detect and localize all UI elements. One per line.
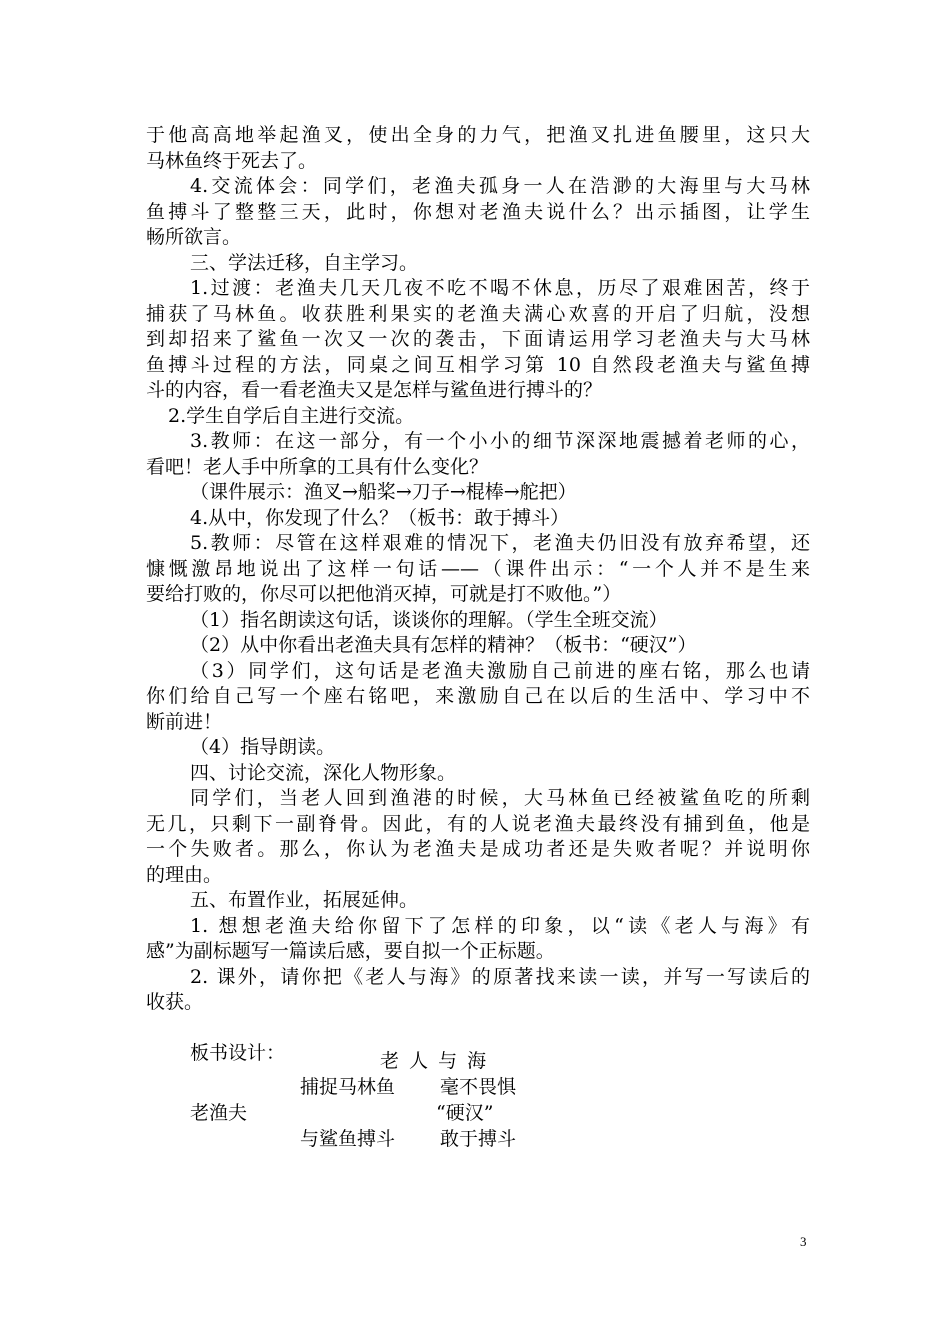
text-line: 鱼搏斗了整整三天，此时，你想对老渔夫说什么？出示插图，让学生	[146, 200, 810, 223]
text-line: 4.交流体会：同学们，老渔夫孤身一人在浩渺的大海里与大马林	[190, 175, 810, 197]
text-line: 到却招来了鲨鱼一次又一次的袭击，下面请运用学习老渔夫与大马林	[146, 328, 810, 350]
text-line: 4.从中，你发现了什么？（板书：敢于搏斗）	[190, 506, 570, 529]
text-line: 2. 课外，请你把《老人与海》的原著找来读一读，并写一写读后的	[190, 965, 810, 988]
text-line: 收获。	[146, 991, 204, 1013]
text-line: 捕获了马林鱼。收获胜利果实的老渔夫满心欢喜的开启了归航，没想	[146, 302, 810, 325]
text-line: 看吧！老人手中所拿的工具有什么变化？	[146, 455, 489, 478]
text-line: 马林鱼终于死去了。	[146, 149, 318, 172]
board-design-label: 板书设计：	[190, 1042, 286, 1064]
text-line: 斗的内容，看一看老渔夫又是怎样与鲨鱼进行搏斗的？	[146, 379, 603, 401]
text-line: 畅所欲言。	[146, 226, 242, 248]
text-line: （3）同学们，这句话是老渔夫激励自己前进的座右铭，那么也请	[190, 659, 810, 682]
board-item-fearless: 毫不畏惧	[440, 1076, 517, 1098]
section-heading: 三、学法迁移，自主学习。	[190, 251, 419, 274]
text-line: （4）指导朗读。	[190, 736, 336, 758]
text-line: 你们给自己写一个座右铭吧，来激励自己在以后的生活中、学习中不	[146, 685, 810, 707]
board-item-old-fisherman: 老渔夫	[190, 1102, 248, 1124]
text-line: （课件展示：渔叉→船桨→刀子→棍棒→舵把）	[190, 481, 577, 503]
section-heading: 四、讨论交流，深化人物形象。	[190, 761, 457, 784]
text-line: （1）指名朗读这句话，谈谈你的理解。（学生全班交流）	[190, 608, 668, 631]
board-item-fight-sharks: 与鲨鱼搏斗	[300, 1128, 396, 1150]
text-line: 同学们，当老人回到渔港的时候，大马林鱼已经被鲨鱼吃的所剩	[190, 787, 810, 809]
text-line: 于他高高地举起渔叉，使出全身的力气，把渔叉扎进鱼腰里，这只大	[146, 124, 810, 146]
text-line: 断前进！	[146, 710, 223, 733]
text-line: 5.教师：尽管在这样艰难的情况下，老渔夫仍旧没有放弃希望，还	[190, 532, 810, 554]
body-text	[146, 123, 810, 1067]
text-line: （2）从中你看出老渔夫具有怎样的精神？（板书：“硬汉”）	[190, 634, 697, 656]
text-line: 1.过渡：老渔夫几天几夜不吃不喝不休息，历尽了艰难困苦，终于	[190, 277, 810, 299]
text-line: 3.教师：在这一部分，有一个小小的细节深深地震撼着老师的心，	[190, 430, 810, 452]
text-line: 要给打败的，你尽可以把他消灭掉，可就是打不败他。”）	[146, 583, 622, 605]
blank-line	[146, 1016, 810, 1042]
board-item-tough-guy: “硬汉”	[436, 1102, 494, 1124]
text-line: 一个失败者。那么，你认为老渔夫是成功者还是失败者呢？并说明你	[146, 838, 810, 860]
text-line: 无几，只剩下一副脊骨。因此，有的人说老渔夫最终没有捕到鱼，他是	[146, 812, 810, 835]
text-line: 鱼搏斗过程的方法，同桌之间互相学习第 10 自然段老渔夫与鲨鱼搏	[146, 353, 810, 376]
text-line: 1. 想想老渔夫给你留下了怎样的印象，以“读《老人与海》有	[190, 914, 810, 937]
text-line: 的理由。	[146, 863, 223, 886]
section-heading: 五、布置作业，拓展延伸。	[190, 889, 419, 911]
text-line: 2.学生自学后自主进行交流。	[168, 404, 415, 427]
page-number: 3	[800, 1234, 807, 1249]
board-item-catch-marlin: 捕捉马林鱼	[300, 1076, 396, 1098]
board-item-dare-to-fight: 敢于搏斗	[440, 1128, 517, 1150]
board-title: 老 人 与 海	[380, 1050, 489, 1072]
text-line: 感”为副标题写一篇读后感，要自拟一个正标题。	[146, 940, 555, 962]
text-line: 慷慨激昂地说出了这样一句话——（课件出示：“一个人并不是生来	[146, 557, 810, 580]
